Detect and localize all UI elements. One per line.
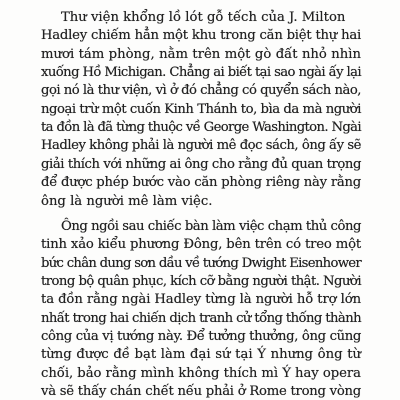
text-line: và sẽ thấy chán chết nếu phải ở Rome trong vòng [41,384,361,399]
text-line: công của vị tướng này. Để tưởng thưởng, ông cũng [41,328,361,344]
text-line: ông là người mê làm việc. [41,193,213,209]
text-line: mươi tám phòng, nằm trên một gò đất nhỏ nhìn [41,46,361,62]
text-line: Ông ngồi sau chiếc bàn làm việc chạm thủ công [61,218,361,234]
text-line: xuống Hồ Michigan. Chẳng ai biết tại sao ngài ấy lại [41,65,361,81]
text-line: Thư viện khổng lồ lót gỗ tếch của J. Milton [61,10,346,25]
text-line: gọi nó là thư viện, vì ở đó chẳng có quyển sách nào, [41,83,361,99]
text-line: để được phép bước vào căn phòng riêng này rằng [41,175,361,191]
text-line: chối, bảo rằng mình không thích mì Ý hay opera [41,365,361,381]
text-line: ngoại trừ một cuốn Kinh Thánh to, bìa da mà người [41,101,361,117]
text-line: giải thích với những ai ông cho rằng đủ quan trọng [41,156,361,172]
text-line: Hadley không phải là người mê đọc sách, ông ấy sẽ [41,138,361,154]
text-line: Hadley chiếm hẳn một khu trong căn biệt thự hai [41,28,361,44]
text-line: tinh xảo kiểu phương Đông, bên trên có treo một [41,237,361,253]
text-line: ta đồn là đã từng thuộc về George Washington. Ngài [41,120,361,136]
text-line: từng được đề bạt làm đại sứ tại Ý nhưng ông từ [41,347,361,363]
text-line: trong bộ quân phục, kích cỡ bằng người thật. Người [41,273,361,289]
text-line: ta đồn rằng ngài Hadley từng là người hỗ trợ lớn [41,292,361,308]
text-line: bức chân dung sơn dầu về tướng Dwight Eisenhower [41,255,361,271]
text-line: nhất trong hai chiến dịch tranh cử tổng thống thành [41,310,361,326]
